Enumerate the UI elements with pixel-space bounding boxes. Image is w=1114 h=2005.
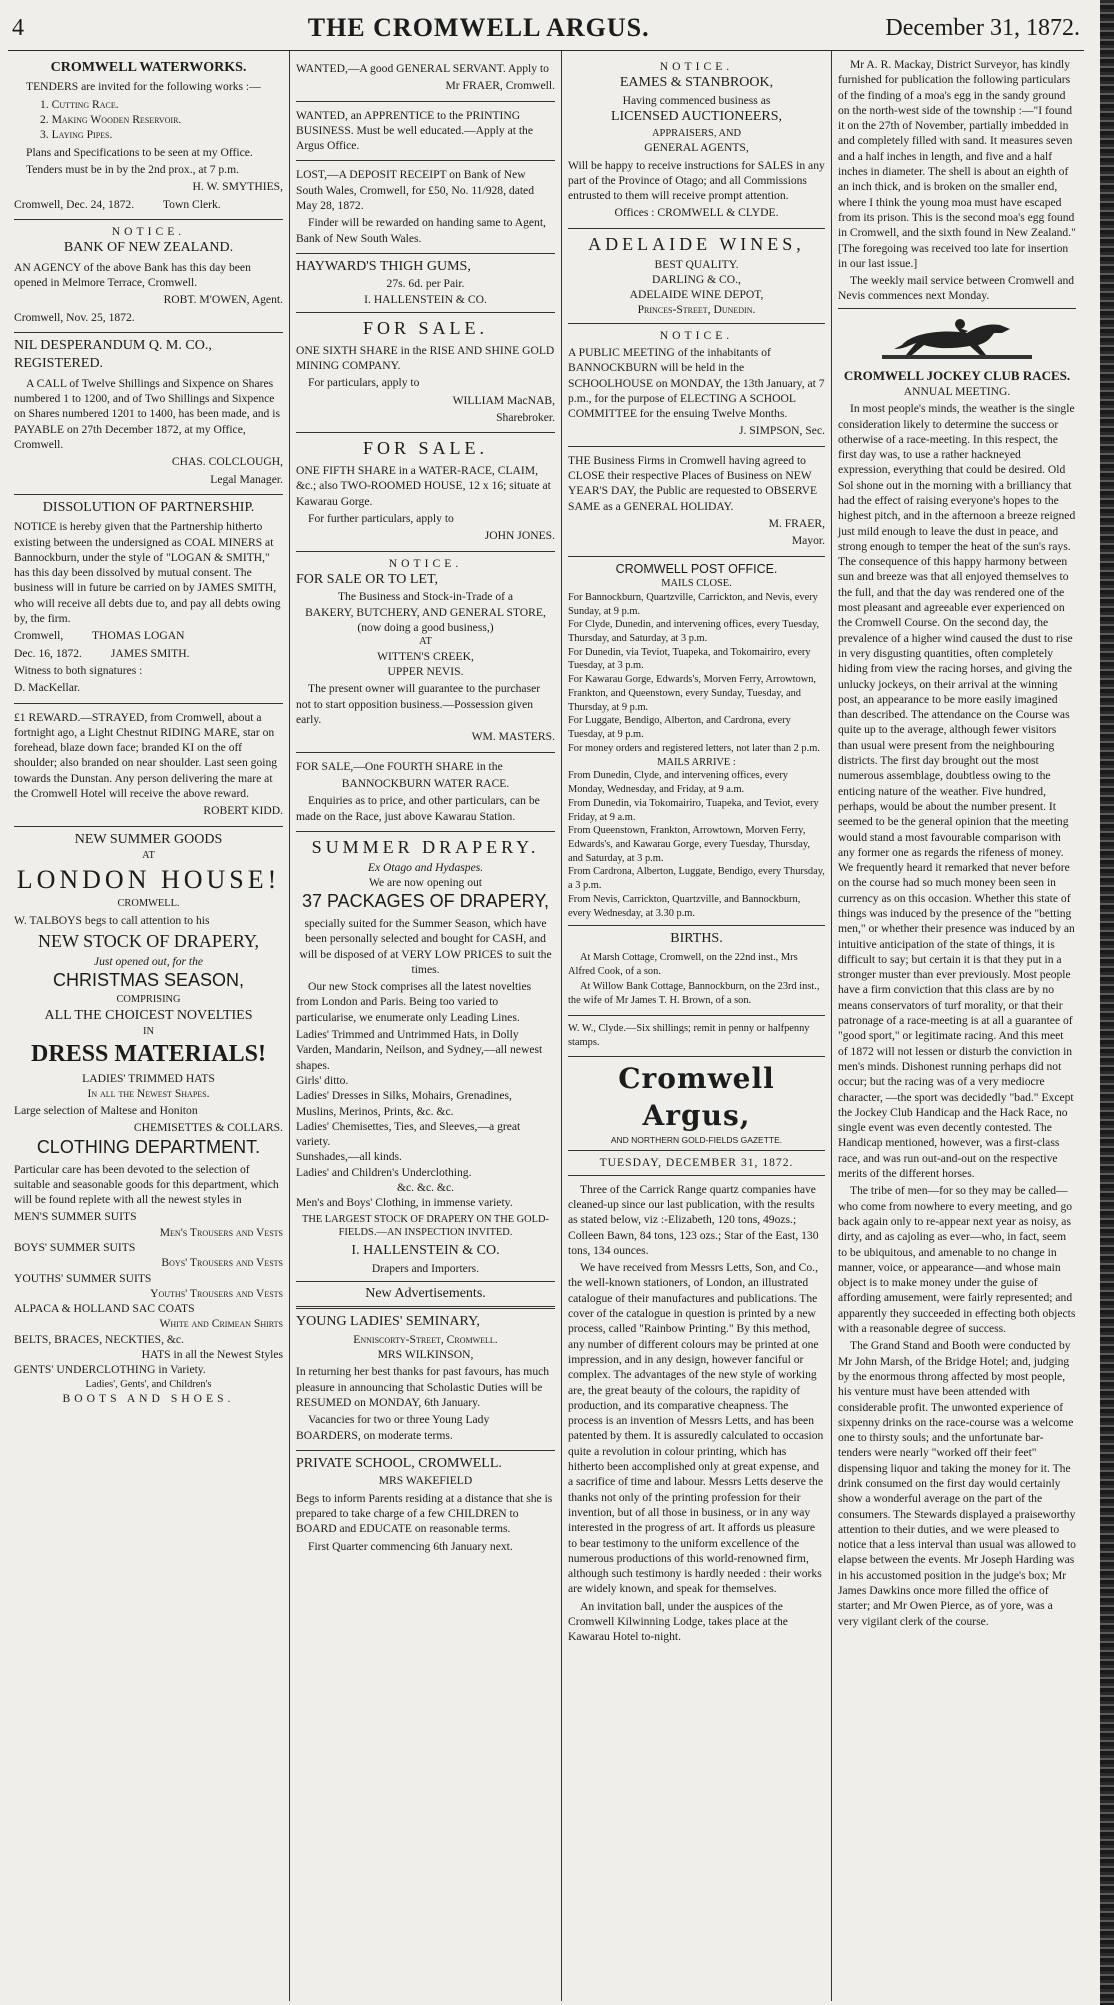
drapery-item: Ladies' and Children's Underclothing. [296, 1165, 472, 1179]
chemisettes: CHEMISETTES & COLLARS. [133, 1121, 283, 1135]
boots-pre: Ladies', Gents', and Children's [85, 1378, 212, 1390]
for-sale-3 [296, 753, 555, 832]
racehorse-illustration [882, 315, 1032, 363]
correspondent-note [568, 1016, 825, 1057]
bank-agent: ROBT. M'OWEN, Agent. [163, 293, 283, 307]
birth-entry: At Willow Bank Cottage, Bannockburn, on the 23rd inst., the wife of Mr James T. H. Brown, of a son. [568, 981, 820, 1007]
school-name: MRS WAKEFIELD [378, 1474, 473, 1488]
editorial-nameplate [568, 1057, 825, 1151]
clothing-line: Boys' Trousers and Vests [161, 1256, 283, 1270]
maltese: Large selection of Maltese and Honiton [14, 1104, 198, 1118]
clothing-line: GENTS' UNDERCLOTHING in Variety. [14, 1363, 206, 1377]
comprising: COMPRISING [116, 993, 181, 1005]
editorial-date: TUESDAY, DECEMBER 31, 1872. [568, 1151, 825, 1175]
sale2-body: ONE FIFTH SHARE in a WATER-RACE, CLAIM, &c.; also TWO-ROOMED HOUSE, 12 x 16; situate at Kawarau Gorge. [296, 464, 551, 508]
thigh-gums-ad [296, 254, 555, 313]
drapery-item: Girls' ditto. [296, 1073, 349, 1087]
for-sale-1 [296, 313, 555, 433]
masthead [8, 6, 1084, 51]
mail-entry: For Dunedin, via Teviot, Tuapeka, and Tokomairiro, every Tuesday, at 3 p.m. [568, 646, 811, 672]
bakery-body: The present owner will guarantee to the purchaser not to start opposition business.—Possession given early. [296, 682, 541, 727]
just-opened: Just opened out, for the [93, 954, 204, 968]
seminary-name: MRS WILKINSON, [377, 1348, 474, 1362]
nil-body: A CALL of Twelve Shillings and Sixpence on Shares numbered 1 to 1200, and of Two Shillings and Sixpence on Shares numbered 1201 to 1400, has been made, and is PAYABLE on 27th December 1872, at my Office, Cromwell. [14, 376, 280, 451]
mail-entry: From Cardrona, Alberton, Luggate, Bendigo, every Thursday, a 3 p.m. [568, 866, 825, 892]
mail-entry: For Bannockburn, Quartzville, Carrickton, and Nevis, every Sunday, at 9 p.m. [568, 591, 818, 617]
london-house-ad [14, 827, 283, 1412]
new-stock: NEW STOCK OF DRAPERY, [37, 931, 260, 952]
apprentice-body: WANTED, an APPRENTICE to the PRINTING BUSINESS. Must be well educated.—Apply at the Argus Office. [296, 108, 533, 153]
waterworks-intro: TENDERS are invited for the following works :— [26, 80, 261, 94]
mail-service-note: The weekly mail service between Cromwell and Nevis commences next Monday. [838, 273, 1076, 309]
dissolution-ad [14, 495, 283, 704]
wines-sub: BEST QUALITY. [654, 257, 739, 271]
mail-entry: From Dunedin, via Tokomairiro, Tuapeka, and Teviot, every Friday, at 9 a.m. [568, 797, 819, 823]
drapery-item: Ladies' Chemisettes, Ties, and Sleeves,—a great variety. [296, 1119, 521, 1149]
summer-drapery-ad [296, 832, 555, 1282]
clyde-note: W. W., Clyde.—Six shillings; remit in penny or halfpenny stamps. [568, 1022, 810, 1048]
page-number: 4 [12, 14, 24, 41]
clothing-line: Youths' Trousers and Vests [150, 1286, 283, 1300]
drapery-item: Men's and Boys' Clothing, in immense variety. [296, 1196, 513, 1210]
editorial-paragraph: An invitation ball, under the auspices of the Cromwell Kilwinning Lodge, takes place at the Kawarau Hotel to-night. [568, 1599, 788, 1644]
binding-edge [1100, 0, 1114, 2005]
for-sale-2 [296, 433, 555, 551]
holiday-body: THE Business Firms in Cromwell having agreed to CLOSE their respective Places of Business on NEW YEAR'S DAY, the Public are requested to OBSERVE SAME as a GENERAL HOLIDAY. [568, 453, 818, 513]
in-label: IN [143, 1026, 154, 1038]
christmas-season: CHRISTMAS SEASON, [52, 970, 245, 991]
mail-entry: For Clyde, Dunedin, and intervening offices, every Tuesday, Thursday, and Saturday, at 3 p.m. [568, 619, 820, 644]
wines-firm: DARLING & CO., [652, 272, 741, 286]
waterworks-tenders: Tenders must be in by the 2nd prox., at 7 p.m. [26, 162, 239, 176]
sale2-heading: FOR SALE. [362, 438, 488, 459]
dissolution-body: NOTICE is hereby given that the Partnership hitherto existing between the undersigned as COAL MINERS at Bannockburn, under the style of "LOGAN & SMITH," has this day been dissolved by mutual consent. The business will in future be carried on by JAMES SMITH, who will receive all debts due to, and pay all debts owing by, the firm. [14, 520, 281, 626]
holiday-role: Mayor. [791, 534, 825, 548]
eames-offices: Offices : CROMWELL & CLYDE. [614, 206, 779, 220]
clothing-line: BELTS, BRACES, NECKTIES, &c. [14, 1332, 184, 1346]
school-body: Begs to inform Parents residing at a distance that she is prepared to take charge of a few CHILDREN to BOARD and EDUCATE on reasonable terms. [296, 1491, 553, 1536]
seminary-address: Enniscorty-Street, Cromwell. [353, 1332, 498, 1346]
nil-signer: CHAS. COLCLOUGH, [171, 455, 283, 469]
novelties: ALL THE CHOICEST NOVELTIES [44, 1007, 253, 1023]
gums-heading: HAYWARD'S THIGH GUMS, [296, 258, 471, 274]
annual-meeting: ANNUAL MEETING. [903, 384, 1011, 398]
race-report-paragraph: The Grand Stand and Booth were conducted by Mr John Marsh, of the Bridge Hotel; and, judging by the enormous throng affected by most people, his venture must have been attended with considerable profit. The unwonted experience of sixpenny drinks on the race-course was a welcome one to thirsty souls; and the unfortunate bar-tenders were nearly "worked off their feet" dispensing liquor and taking the money for it. The drink consumed on the first day would certainly show a wonderful average on the part of the consumers. The Stewards displayed a praiseworthy attention to their duties, and we were pleased to notice that a less interval than usual was allowed to elapse between the events. Mr Joseph Harding was in his accustomed position in the judge's box; Mr James Dawkins once more filled the office of starter; and Mr Owen Pierce, as of yore, was a very vigilant clerk of the course. [838, 1339, 1076, 1628]
editorial-paragraph: We have received from Messrs Letts, Son, and Co., the well-known stationers, of London, an illustrated catalogue of their manufactures and publications. The cover of the catalogue in question is printed by a new process, called "Rainbow Printing." By this method, any number of different colours may be printed at one impression, and in any design, however fanciful or complex. The advantages of the new style of working are, the great beauty of the colours, the rapidity of production, and its comparative cheapness. The process is an invention of Messrs Letts, and has been patented by them. It is assuredly calculated to occasion quite a revolution in colour printing, which has hitherto been accomplished only at great expense, and a sacrifice of time and labour. Messrs Letts deserve the thanks not only of the printing profession for their invention, but of all those in business, or in any way interested in the progress of art. It affords us pleasure to bear testimony to the uniform excellence of the numerous productions of this world-renowned firm, although such testimony is hardly needed : their works are widely known, and speak for themselves. [568, 1261, 824, 1596]
servant-contact: Mr FRAER, Cromwell. [445, 79, 555, 93]
racetrack-ground [882, 355, 1032, 359]
lost-reward: Finder will be rewarded on handing same to Agent, Bank of New South Wales. [296, 216, 546, 245]
private-school-ad [296, 1451, 555, 1561]
drapery-item: Ladies' Dresses in Silks, Mohairs, Grenadines, Muslins, Merinos, Prints, &c. &c. [296, 1089, 512, 1118]
drapery-item: Sunshades,—all kinds. [296, 1150, 402, 1164]
sale1-role: Sharebroker. [496, 410, 555, 424]
sale1-name: WILLIAM MacNAB, [452, 393, 555, 407]
column-2 [290, 51, 562, 2001]
drapery-ships: Ex Otago and Hydaspes. [367, 860, 484, 874]
bakery-at: AT [419, 636, 432, 648]
eames-notice: NOTICE. [659, 60, 734, 73]
holiday-ad [568, 447, 825, 557]
drapery-body1: specially suited for the Summer Season, which have been personally selected and bought for CASH, and will be disposed of at VERY LOW PRICES to suit the times. [299, 916, 552, 976]
dissolution-sign1: Cromwell, THOMAS LOGAN [14, 629, 185, 643]
list-item: 2. Making Wooden Reservoir. [40, 113, 182, 127]
bakery-sub: The Business and Stock-in-Trade of a [337, 590, 514, 604]
column-3 [562, 51, 832, 2001]
waterworks-items [40, 97, 283, 143]
seminary-heading: YOUNG LADIES' SEMINARY, [296, 1314, 480, 1330]
clothing-line: MEN'S SUMMER SUITS [14, 1210, 137, 1224]
trimmed-hats: LADIES' TRIMMED HATS [82, 1071, 215, 1085]
drapery-opening: We are now opening out [368, 875, 483, 889]
races-heading: CROMWELL JOCKEY CLUB RACES. [843, 367, 1071, 383]
eames-ad [568, 55, 825, 229]
drapery-packages: 37 PACKAGES OF DRAPERY, [301, 891, 550, 912]
horse-shape [894, 324, 1010, 355]
eames-role3: GENERAL AGENTS, [644, 141, 749, 155]
editorial-body [568, 1176, 825, 1645]
nil-heading: NIL DESPERANDUM Q. M. CO., REGISTERED. [14, 337, 212, 372]
meeting-notice: NOTICE. [659, 328, 734, 342]
births-section [568, 926, 825, 1015]
eames-role2: APPRAISERS, AND [652, 127, 741, 139]
sale2-particulars: For further particulars, apply to [308, 511, 454, 525]
waterworks-signline: Cromwell, Dec. 24, 1872. Town Clerk. [14, 197, 221, 211]
reward-ad [14, 704, 283, 827]
clothing-line: Men's Trousers and Vests [159, 1225, 283, 1239]
births-heading: BIRTHS. [670, 931, 723, 947]
nil-desperandum-ad [14, 333, 283, 495]
bank-ad [14, 220, 283, 333]
clothing-line: HATS in all the Newest Styles [141, 1348, 283, 1362]
mails-arrive: MAILS ARRIVE : [657, 756, 736, 768]
list-item: 1. Cutting Race. [40, 97, 119, 111]
holiday-signer: M. FRAER, [768, 516, 825, 530]
clothing-line: ALPACA & HOLLAND SAC COATS [14, 1302, 195, 1316]
newspaper-title: THE CROMWELL ARGUS. [307, 13, 650, 42]
mail-entry: For Kawarau Gorge, Edwards's, Morven Ferry, Arrowtown, Frankton, and Queenstown, every Sunday, Tuesday, and Thursday, at 9 p.m. [568, 674, 817, 713]
column-1 [8, 51, 290, 2001]
issue-date-header: December 31, 1872. [885, 14, 1080, 41]
eames-role1: LICENSED AUCTIONEERS, [610, 109, 783, 125]
talboys: W. TALBOYS begs to call attention to his [14, 913, 210, 927]
nameplate-sub: AND NORTHERN GOLD-FIELDS GAZETTE. [610, 1135, 783, 1146]
dissolution-witness: Witness to both signatures : [14, 663, 143, 677]
bakery-trade: BAKERY, BUTCHERY, AND GENERAL STORE, (now doing a good business,) [305, 605, 546, 634]
waterworks-heading: CROMWELL WATERWORKS. [50, 60, 247, 75]
post-heading: CROMWELL POST OFFICE. [615, 561, 778, 576]
new-goods: NEW SUMMER GOODS [74, 831, 223, 847]
dress-materials: DRESS MATERIALS! [31, 1040, 266, 1067]
post-office-section [568, 557, 825, 927]
lost-body: LOST,—A DEPOSIT RECEIPT on Bank of New South Wales, Cromwell, for £50, No. 11/928, dated May 28, 1872. [296, 168, 534, 213]
london-house: LONDON HOUSE! [16, 864, 281, 894]
waterworks-plans: Plans and Specifications to be seen at my Office. [26, 145, 253, 159]
drapery-item: Ladies' Trimmed and Untrimmed Hats, in Dolly Varden, Mandarin, Neilson, and Sydney,—all newest shapes. [296, 1028, 543, 1072]
drapery-firm: I. HALLENSTEIN & CO. [351, 1243, 500, 1259]
seminary-vacancies: Vacancies for two or three Young Lady BOARDERS, on moderate terms. [296, 1413, 490, 1442]
school-heading: PRIVATE SCHOOL, CROMWELL. [296, 1455, 502, 1471]
mail-entry: For money orders and registered letters, not later than 2 p.m. [568, 742, 820, 754]
clothing-line: BOYS' SUMMER SUITS [14, 1241, 136, 1254]
list-item: 3. Laying Pipes. [40, 128, 113, 142]
nameplate-title: Cromwell Argus, [618, 1062, 775, 1133]
gums-seller: I. HALLENSTEIN & CO. [364, 292, 487, 306]
drapery-body2: Our new Stock comprises all the latest novelties from London and Paris. Being too varied to particularise, we enumerate only Leading Lines. [296, 980, 532, 1024]
race-report-paragraph: The tribe of men—for so they may be called—who come from nowhere to every meeting, and go back again only to re-appear next year as noisy, as dirty, and as cajoling as ever—who, in fact, seem to be ubiquitous, and amenable to no change in manner, voice, or appearance—and whose main object is to make money under the guise of affording amusement, were fairly represented; and apparently they succeeded in effecting both objects with a reasonable degree of success. [838, 1184, 1076, 1336]
birth-entry: At Marsh Cottage, Cromwell, on the 22nd inst., Mrs Alfred Cook, of a son. [568, 951, 798, 977]
lost-ad [296, 161, 555, 253]
moa-egg-report: Mr A. R. Mackay, District Surveyor, has kindly furnished for publication the following particulars of the finding of a moa's egg in the sandy ground on the north-west side of the township :—"I found it on the 27th of November, partially imbedded in and completely filled with sand. It measures seven and a half inches in length, and five and a half inches in diameter. The shell is about an eighth of an inch thick, and is broken on the smaller end, where I think the young moa must have escaped from its prison. This is the second moa's egg found in Cromwell, and the sixth found in New Zealand." [The foregoing was received too late for insertion in our last issue.] [838, 58, 1076, 270]
sale1-heading: FOR SALE. [362, 318, 488, 339]
eames-body: Will be happy to receive instructions for SALES in any part of the Province of Otago; and all Commissions entrusted to them will receive prompt attention. [568, 158, 825, 203]
column-4 [832, 51, 1082, 2001]
dissolution-sign2: Dec. 16, 1872. JAMES SMITH. [14, 646, 190, 660]
bank-body: AN AGENCY of the above Bank has this day been opened in Melmore Terrace, Cromwell. [14, 260, 251, 289]
mail-entry: For Luggate, Bendigo, Alberton, and Cardrona, every Tuesday, at 9 p.m. [568, 715, 791, 741]
mails-close: MAILS CLOSE. [661, 578, 732, 590]
adelaide-wines-ad [568, 229, 825, 324]
bakery-heading: FOR SALE OR TO LET, [296, 571, 438, 587]
clothing-body: Particular care has been devoted to the selection of suitable and seasonable goods for this department, which will be found replete with all the newest styles in [14, 1162, 279, 1207]
clothing-line: White and Crimean Shirts [159, 1317, 283, 1331]
sale3-name: BANNOCKBURN WATER RACE. [341, 776, 510, 790]
bakery-signer: WM. MASTERS. [471, 730, 555, 744]
new-advertisements-banner: New Advertisements. [296, 1282, 555, 1309]
wines-depot: ADELAIDE WINE DEPOT, [629, 288, 764, 302]
drapery-largest: THE LARGEST STOCK OF DRAPERY ON THE GOLD-FIELDS.—AN INSPECTION INVITED. [302, 1213, 549, 1239]
waterworks-signer: H. W. SMYTHIES, [192, 180, 283, 194]
mail-entry: From Dunedin, Clyde, and intervening offices, every Monday, Wednesday, and Friday, at 9 a.m. [568, 770, 788, 796]
clothing-dept: CLOTHING DEPARTMENT. [36, 1136, 261, 1157]
sale2-name: JOHN JONES. [484, 529, 555, 543]
nil-role: Legal Manager. [210, 472, 283, 486]
reward-signer: ROBERT KIDD. [203, 804, 283, 818]
clothing-line: YOUTHS' SUMMER SUITS [14, 1271, 152, 1285]
sale3-body: Enquiries as to price, and other particulars, can be made on the Race, just above Kawarau Station. [296, 794, 540, 823]
wines-heading: ADELAIDE WINES, [588, 233, 805, 254]
dissolution-witness-name: D. MacKellar. [14, 681, 80, 695]
bakery-ad [296, 552, 555, 753]
eames-heading: EAMES & STANBROOK, [619, 75, 774, 91]
sale1-body: ONE SIXTH SHARE in the RISE AND SHINE GOLD MINING COMPANY. [296, 343, 555, 373]
london-town: CROMWELL. [117, 898, 180, 910]
drapery-heading: SUMMER DRAPERY. [311, 836, 540, 857]
waterworks-ad [14, 55, 283, 220]
at-label: AT [142, 850, 155, 862]
bakery-notice: NOTICE. [388, 556, 463, 570]
drapery-item: &c. &c. &c. [397, 1181, 454, 1194]
eames-sub: Having commenced business as [622, 93, 771, 107]
sale1-particulars: For particulars, apply to [308, 376, 420, 390]
public-meeting-ad [568, 324, 825, 447]
meeting-body: A PUBLIC MEETING of the inhabitants of BANNOCKBURN will be held in the SCHOOLHOUSE on MONDAY, the 13th January, at 7 p.m., for the purpose of ELECTING A SCHOOL COMMITTEE for the ensuing Twelve Months. [568, 345, 825, 421]
editorial-paragraph: Three of the Carrick Range quartz companies have cleaned-up since our last publication, with the results as stated below, viz :-Elizabeth, 120 tons, 49ozs.; Colleen Bawn, 84 tons, 123 ozs.; Star of the East, 130 tons, 134 ounces. [568, 1182, 819, 1257]
servant-body: WANTED,—A good GENERAL SERVANT. Apply to [296, 62, 549, 75]
newest-shapes: In all the Newest Shapes. [87, 1086, 210, 1100]
servant-ad [296, 55, 555, 102]
mail-entry: From Queenstown, Frankton, Arrowtown, Morven Ferry, Edwards's, and Kawarau Gorge, every Tuesday, Thursday, and Saturday, at 3 p.m. [568, 825, 810, 864]
seminary-body: In returning her best thanks for past favours, has much pleasure in announcing that Scholastic Duties will be RESUMED on MONDAY, 6th January. [296, 1365, 550, 1409]
gums-price: 27s. 6d. per Pair. [386, 277, 465, 291]
school-quarter: First Quarter commencing 6th January next. [308, 1539, 513, 1553]
boots-shoes: BOOTS AND SHOES. [62, 1392, 235, 1406]
mail-entry: From Nevis, Carrickton, Quartzville, and Bannockburn, every Wednesday, at 3.30 p.m. [568, 893, 801, 919]
bank-name: BANK OF NEW ZEALAND. [63, 240, 234, 256]
apprentice-ad [296, 102, 555, 162]
race-report-paragraph: In most people's minds, the weather is the single consideration likely to determine the success or otherwise of a race-meeting. In this respect, the first day was, to use a rather hackneyed expression, everything that could be desired. Old Sol shone out in the morning with a brilliancy that had the effect of raising everyone's hopes to the highest pitch, and in the afternoon a breeze reigned just mild enough to leave the dust in peace, and strong enough to temper the heat of the sun's rays. The consequence of this happy harmony between sun and breeze was that all enjoyed themselves to the full, and that the day was rendered one of the most pleasant and agreeable ever experienced on the Cromwell Course. On the second day, the prevalence of a higher wind caused the dust to rise in very disgusting quantities, often completely hiding from view the racing horses, and giving the unlucky jockeys, on their arrival at the winning post, an appearance to be more easily imagined than described. The attendance on the Course was quite up to the average, although fewer visitors than usual were present from the neighbouring districts. The first day brought out the most numerous assemblage, doubtless owing to the enticing nature of the weather. Five hundred, perhaps, would be about the number present. It seemed to be the general opinion that the meeting would stand a most favourable comparison with any former one as regards the rifeness of money. We frequently heard it remarked that never before on the course had so much money been seen in currency as on this occasion. Whether this state of things was induced by the presence of the "betting men," or whether their presence was induced by an intuitive anticipation of the state of things, it is difficult to say; but certain it is that they put in a stronger muster than ever previously. Most people have a firm conviction that this class are by no means conservators of turf morality, or that their patronage of a race-meeting is at all a guarantee of "good sport," or legitimate racing. And this meet of 1872 will not lessen or disturb the conviction in men's minds. Dishonest running perhaps did not occur; but the racing was of a very mediocre character, —the sport was decidedly "bad." Except the Jockey Club Handicap and the Hack Race, no single event was even decently contested. The Handicap mentioned, however, was a first-class race, and was run out-and-out on the respective merits of the different horses. [838, 402, 1076, 1181]
sale3-heading: FOR SALE,—One FOURTH SHARE in the [296, 759, 503, 773]
dissolution-heading: DISSOLUTION OF PARTNERSHIP. [42, 499, 255, 515]
drapery-firm-role: Drapers and Importers. [371, 1261, 480, 1275]
seminary-ad [296, 1309, 555, 1451]
meeting-signer: J. SIMPSON, Sec. [738, 424, 825, 438]
bakery-place: WITTEN'S CREEK, [377, 649, 474, 663]
wines-address: Princes-Street, Dunedin. [637, 303, 756, 317]
bank-date: Cromwell, Nov. 25, 1872. [14, 310, 135, 324]
reward-body: £1 REWARD.—STRAYED, from Cromwell, about a fortnight ago, a Light Chestnut RIDING MARE, star on forehead, blaze down face; branded KI on the off shoulder; also branded on near shoulder. Last seen going towards the Dunstan. Any person delivering the mare at the Cromwell Hotel will receive the above reward. [14, 710, 278, 801]
bakery-place2: UPPER NEVIS. [387, 665, 464, 679]
bank-notice: NOTICE. [111, 224, 186, 238]
